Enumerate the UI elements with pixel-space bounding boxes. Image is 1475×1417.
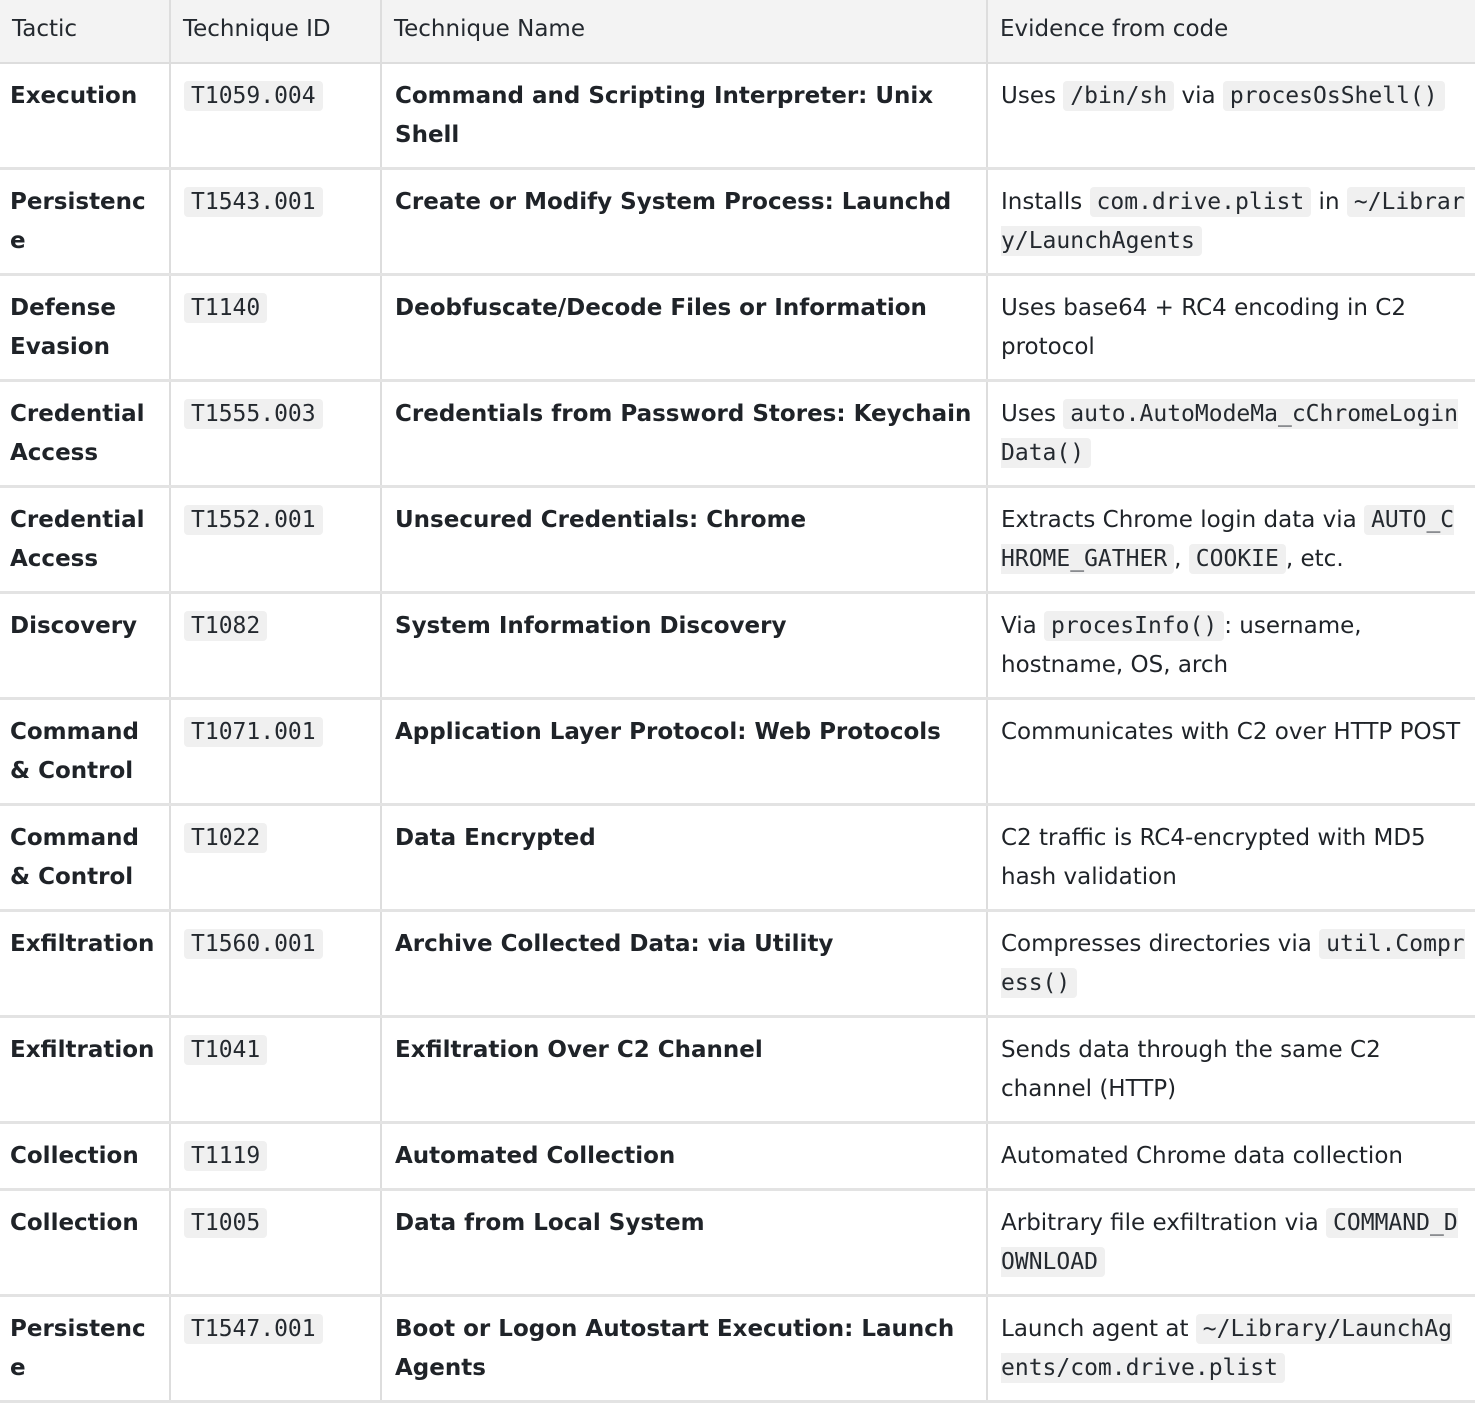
tactic-cell: Credential Access bbox=[0, 487, 170, 593]
technique-id-cell bbox=[170, 805, 381, 911]
evidence-code: auto.AutoModeMa_cChromeLoginData() bbox=[1001, 401, 1458, 466]
technique-name-cell: Data from Local System bbox=[381, 1190, 987, 1296]
technique-id-code: T1022 bbox=[184, 823, 267, 853]
table-body bbox=[0, 63, 1475, 1402]
evidence-cell bbox=[987, 1017, 1475, 1123]
evidence-text: Communicates with C2 over HTTP POST bbox=[1001, 719, 1461, 745]
evidence-text: Uses bbox=[1001, 401, 1064, 427]
evidence-cell bbox=[987, 699, 1475, 805]
evidence-code: procesOsShell() bbox=[1223, 81, 1445, 111]
tactic-cell: Discovery bbox=[0, 593, 170, 699]
technique-id-cell bbox=[170, 1190, 381, 1296]
table-row bbox=[0, 1190, 1475, 1296]
technique-name-cell: Application Layer Protocol: Web Protocols bbox=[381, 699, 987, 805]
technique-id-cell bbox=[170, 593, 381, 699]
evidence-text: , bbox=[1174, 546, 1189, 572]
evidence-code: com.drive.plist bbox=[1090, 187, 1312, 217]
evidence-code: AUTO_CHROME_GATHER bbox=[1001, 507, 1455, 572]
technique-id-code: T1552.001 bbox=[184, 505, 323, 535]
table-row bbox=[0, 593, 1475, 699]
evidence-code: COMMAND_DOWNLOAD bbox=[1001, 1210, 1458, 1275]
technique-id-code: T1543.001 bbox=[184, 187, 323, 217]
evidence-cell bbox=[987, 169, 1475, 275]
table-row bbox=[0, 911, 1475, 1017]
evidence-cell bbox=[987, 381, 1475, 487]
evidence-cell bbox=[987, 487, 1475, 593]
technique-id-cell bbox=[170, 169, 381, 275]
evidence-text: Uses bbox=[1001, 83, 1064, 109]
technique-id-code: T1082 bbox=[184, 611, 267, 641]
technique-id-cell bbox=[170, 275, 381, 381]
technique-name-cell: Automated Collection bbox=[381, 1123, 987, 1190]
technique-id-code: T1071.001 bbox=[184, 717, 323, 747]
technique-id-cell bbox=[170, 911, 381, 1017]
table-row bbox=[0, 699, 1475, 805]
evidence-code: procesInfo() bbox=[1044, 611, 1224, 641]
technique-id-cell bbox=[170, 381, 381, 487]
technique-name-cell: Credentials from Password Stores: Keychain bbox=[381, 381, 987, 487]
evidence-text: Launch agent at bbox=[1001, 1316, 1196, 1342]
technique-id-cell bbox=[170, 1296, 381, 1402]
technique-id-code: T1547.001 bbox=[184, 1314, 323, 1344]
evidence-text: Extracts Chrome login data via bbox=[1001, 507, 1365, 533]
table-row bbox=[0, 1296, 1475, 1402]
evidence-code: ~/Library/LaunchAgents/com.drive.plist bbox=[1001, 1316, 1453, 1381]
technique-name-cell: Data Encrypted bbox=[381, 805, 987, 911]
evidence-text: Installs bbox=[1001, 189, 1090, 215]
evidence-text: Automated Chrome data collection bbox=[1001, 1143, 1403, 1169]
technique-id-code: T1041 bbox=[184, 1035, 267, 1065]
tactic-cell: Exfiltration bbox=[0, 1017, 170, 1123]
technique-id-cell bbox=[170, 1017, 381, 1123]
column-header-technique-id: Technique ID bbox=[170, 0, 381, 63]
tactic-cell: Collection bbox=[0, 1123, 170, 1190]
evidence-text: Arbitrary file exfiltration via bbox=[1001, 1210, 1327, 1236]
technique-id-code: T1059.004 bbox=[184, 81, 323, 111]
technique-id-cell bbox=[170, 1123, 381, 1190]
table-row bbox=[0, 63, 1475, 169]
evidence-text: Via bbox=[1001, 613, 1045, 639]
tactic-cell: Defense Evasion bbox=[0, 275, 170, 381]
evidence-text: Sends data through the same C2 channel (HTTP) bbox=[1001, 1037, 1381, 1102]
table-row bbox=[0, 487, 1475, 593]
tactic-cell: Command & Control bbox=[0, 805, 170, 911]
evidence-cell bbox=[987, 1123, 1475, 1190]
tactic-cell: Credential Access bbox=[0, 381, 170, 487]
tactic-cell: Exfiltration bbox=[0, 911, 170, 1017]
technique-id-code: T1560.001 bbox=[184, 929, 323, 959]
column-header-evidence: Evidence from code bbox=[987, 0, 1475, 63]
evidence-code: util.Compress() bbox=[1001, 931, 1465, 996]
evidence-cell bbox=[987, 593, 1475, 699]
table-row bbox=[0, 169, 1475, 275]
tactic-cell: Execution bbox=[0, 63, 170, 169]
technique-name-cell: Command and Scripting Interpreter: Unix Shell bbox=[381, 63, 987, 169]
evidence-text: : username, hostname, OS, arch bbox=[1001, 613, 1362, 678]
table-row bbox=[0, 805, 1475, 911]
evidence-cell bbox=[987, 911, 1475, 1017]
tactic-cell: Command & Control bbox=[0, 699, 170, 805]
technique-name-cell: Create or Modify System Process: Launchd bbox=[381, 169, 987, 275]
evidence-text: C2 traffic is RC4-encrypted with MD5 hash validation bbox=[1001, 825, 1426, 890]
tactic-cell: Persistence bbox=[0, 169, 170, 275]
evidence-code: ~/Library/LaunchAgents bbox=[1001, 189, 1465, 254]
table-row bbox=[0, 381, 1475, 487]
technique-id-code: T1140 bbox=[184, 293, 267, 323]
technique-name-cell: Archive Collected Data: via Utility bbox=[381, 911, 987, 1017]
technique-name-cell: Deobfuscate/Decode Files or Information bbox=[381, 275, 987, 381]
technique-name-cell: Boot or Logon Autostart Execution: Launch Agents bbox=[381, 1296, 987, 1402]
evidence-text: via bbox=[1174, 83, 1223, 109]
table-row bbox=[0, 275, 1475, 381]
technique-name-cell: Unsecured Credentials: Chrome bbox=[381, 487, 987, 593]
technique-id-cell bbox=[170, 487, 381, 593]
table-row bbox=[0, 1123, 1475, 1190]
evidence-text: Compresses directories via bbox=[1001, 931, 1320, 957]
evidence-cell bbox=[987, 1190, 1475, 1296]
evidence-code: COOKIE bbox=[1189, 544, 1286, 574]
technique-id-code: T1555.003 bbox=[184, 399, 323, 429]
tactic-cell: Persistence bbox=[0, 1296, 170, 1402]
technique-id-cell bbox=[170, 63, 381, 169]
evidence-cell bbox=[987, 805, 1475, 911]
evidence-text: , etc. bbox=[1285, 546, 1344, 572]
technique-name-cell: System Information Discovery bbox=[381, 593, 987, 699]
evidence-cell bbox=[987, 1296, 1475, 1402]
technique-id-code: T1005 bbox=[184, 1208, 267, 1238]
technique-name-cell: Exfiltration Over C2 Channel bbox=[381, 1017, 987, 1123]
table-row bbox=[0, 1017, 1475, 1123]
evidence-cell bbox=[987, 63, 1475, 169]
evidence-cell bbox=[987, 275, 1475, 381]
technique-id-code: T1119 bbox=[184, 1141, 267, 1171]
evidence-code: /bin/sh bbox=[1063, 81, 1174, 111]
technique-id-cell bbox=[170, 699, 381, 805]
tactic-cell: Collection bbox=[0, 1190, 170, 1296]
column-header-tactic: Tactic bbox=[0, 0, 170, 63]
table-header-row bbox=[0, 0, 1475, 63]
evidence-text: in bbox=[1311, 189, 1347, 215]
column-header-technique-name: Technique Name bbox=[381, 0, 987, 63]
evidence-text: Uses base64 + RC4 encoding in C2 protocol bbox=[1001, 295, 1406, 360]
